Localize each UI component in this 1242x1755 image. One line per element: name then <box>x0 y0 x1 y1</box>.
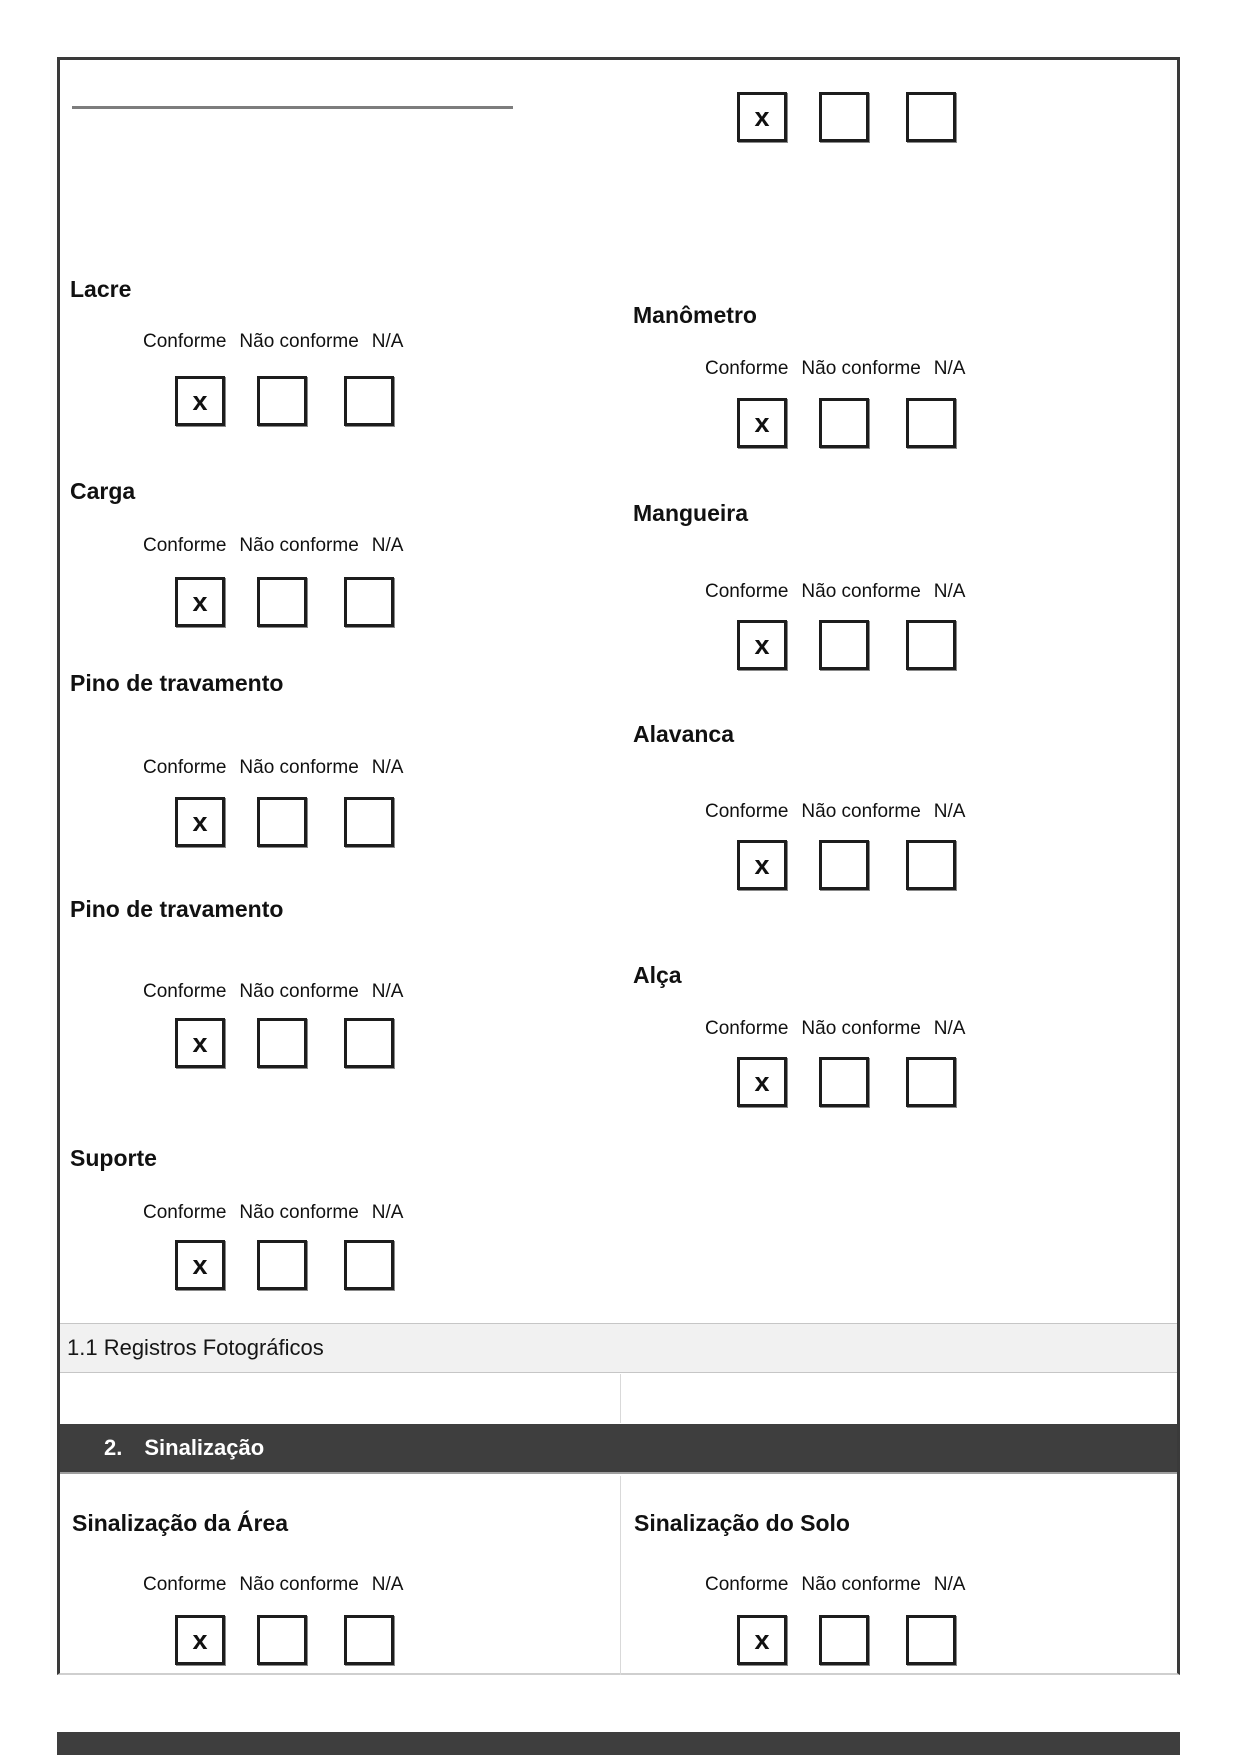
nao-conforme-label: Não conforme <box>239 981 359 1002</box>
checkbox-nao-conforme[interactable] <box>257 1615 307 1665</box>
item-title: Alça <box>633 962 682 988</box>
item-title: Suporte <box>70 1145 157 1171</box>
nao-conforme-label: Não conforme <box>801 801 921 822</box>
checkbox-na[interactable] <box>344 577 394 627</box>
na-label: N/A <box>933 1574 966 1595</box>
checkbox-conforme[interactable]: x <box>737 1057 787 1107</box>
checkbox-nao-conforme[interactable] <box>819 398 869 448</box>
item-title: Alavanca <box>633 721 735 747</box>
na-label: N/A <box>933 801 966 822</box>
checkbox-conforme[interactable]: x <box>175 1240 225 1290</box>
na-label: N/A <box>371 757 404 778</box>
nao-conforme-label: Não conforme <box>239 757 359 778</box>
checkbox-nao-conforme[interactable] <box>819 620 869 670</box>
next-section-strip <box>57 1732 1180 1755</box>
nao-conforme-label: Não conforme <box>801 358 921 379</box>
checkbox-row <box>737 840 956 890</box>
blank-underline-field <box>72 85 513 109</box>
na-label: N/A <box>371 981 404 1002</box>
checkbox-conforme[interactable]: x <box>737 398 787 448</box>
item-title: Pino de travamento <box>70 670 284 696</box>
conforme-label: Conforme <box>143 981 227 1002</box>
checkbox-row <box>737 1057 956 1107</box>
conforme-label: Conforme <box>143 535 227 556</box>
checkbox-na[interactable] <box>344 1615 394 1665</box>
checkbox-conforme[interactable]: x <box>175 376 225 426</box>
options-row <box>143 981 403 1004</box>
checkbox-nao-conforme[interactable] <box>819 840 869 890</box>
checkbox-conforme[interactable]: x <box>737 840 787 890</box>
nao-conforme-label: Não conforme <box>239 1574 359 1595</box>
options-row <box>705 1018 965 1041</box>
nao-conforme-label: Não conforme <box>801 1018 921 1039</box>
checkbox-conforme[interactable]: x <box>737 620 787 670</box>
checkbox-na[interactable] <box>906 620 956 670</box>
column-divider <box>620 1374 621 1423</box>
checkbox-nao-conforme[interactable] <box>819 1057 869 1107</box>
section-header-registros-fotograficos <box>60 1323 1177 1373</box>
checkbox-na[interactable] <box>906 840 956 890</box>
checkbox-nao-conforme[interactable] <box>257 797 307 847</box>
item-title: Pino de travamento <box>70 896 284 922</box>
nao-conforme-label: Não conforme <box>239 1202 359 1223</box>
checkbox-na[interactable] <box>344 1240 394 1290</box>
checkbox-nao-conforme[interactable] <box>257 1240 307 1290</box>
checkbox-conforme[interactable]: x <box>737 92 787 142</box>
checkbox-conforme[interactable]: x <box>175 577 225 627</box>
section-header-sinalizacao <box>60 1424 1177 1474</box>
conforme-label: Conforme <box>143 331 227 352</box>
checkbox-row <box>737 620 956 670</box>
checkbox-row <box>175 376 394 426</box>
na-label: N/A <box>933 1018 966 1039</box>
checkbox-row <box>175 1615 394 1665</box>
nao-conforme-label: Não conforme <box>801 1574 921 1595</box>
na-label: N/A <box>371 1574 404 1595</box>
na-label: N/A <box>371 331 404 352</box>
conforme-label: Conforme <box>143 1202 227 1223</box>
nao-conforme-label: Não conforme <box>801 581 921 602</box>
checkbox-na[interactable] <box>906 1057 956 1107</box>
options-row <box>143 1202 403 1225</box>
conforme-label: Conforme <box>705 358 789 379</box>
options-row <box>705 801 965 824</box>
item-title: Sinalização do Solo <box>634 1510 850 1536</box>
nao-conforme-label: Não conforme <box>239 331 359 352</box>
options-row <box>143 757 403 780</box>
section-label: 1.1 Registros Fotográficos <box>67 1335 324 1360</box>
checkbox-nao-conforme[interactable] <box>819 1615 869 1665</box>
checkbox-na[interactable] <box>344 376 394 426</box>
checkbox-row <box>737 398 956 448</box>
checkbox-conforme[interactable]: x <box>175 797 225 847</box>
options-row <box>705 581 965 604</box>
item-title: Lacre <box>70 276 132 302</box>
checkbox-na[interactable] <box>344 797 394 847</box>
na-label: N/A <box>371 1202 404 1223</box>
checkbox-row <box>737 1615 956 1665</box>
na-label: N/A <box>933 581 966 602</box>
options-row <box>143 535 403 558</box>
item-title: Manômetro <box>633 302 757 328</box>
checkbox-nao-conforme[interactable] <box>257 376 307 426</box>
section-number: 2. <box>104 1435 123 1460</box>
checkbox-conforme[interactable]: x <box>175 1018 225 1068</box>
checkbox-na[interactable] <box>344 1018 394 1068</box>
checkbox-na[interactable] <box>906 1615 956 1665</box>
options-row <box>705 1574 965 1597</box>
checkbox-nao-conforme[interactable] <box>257 577 307 627</box>
na-label: N/A <box>933 358 966 379</box>
options-row <box>705 358 965 381</box>
column-divider <box>620 1476 621 1675</box>
item-title: Sinalização da Área <box>72 1510 289 1536</box>
checkbox-na[interactable] <box>906 398 956 448</box>
na-label: N/A <box>371 535 404 556</box>
checkbox-conforme[interactable]: x <box>175 1615 225 1665</box>
nao-conforme-label: Não conforme <box>239 535 359 556</box>
checkbox-nao-conforme[interactable] <box>257 1018 307 1068</box>
checkbox-conforme[interactable]: x <box>737 1615 787 1665</box>
conforme-label: Conforme <box>705 581 789 602</box>
conforme-label: Conforme <box>143 1574 227 1595</box>
conforme-label: Conforme <box>705 801 789 822</box>
checkbox-row <box>175 797 394 847</box>
conforme-label: Conforme <box>705 1574 789 1595</box>
checkbox-nao-conforme[interactable] <box>819 92 869 142</box>
header-checkbox-row <box>737 92 956 142</box>
checkbox-row <box>175 577 394 627</box>
item-title: Mangueira <box>633 500 749 526</box>
checkbox-row <box>175 1018 394 1068</box>
conforme-label: Conforme <box>143 757 227 778</box>
options-row <box>143 331 403 354</box>
item-title: Carga <box>70 478 136 504</box>
checkbox-row <box>175 1240 394 1290</box>
section-label: Sinalização <box>144 1435 265 1460</box>
options-row <box>143 1574 403 1597</box>
checkbox-na[interactable] <box>906 92 956 142</box>
conforme-label: Conforme <box>705 1018 789 1039</box>
